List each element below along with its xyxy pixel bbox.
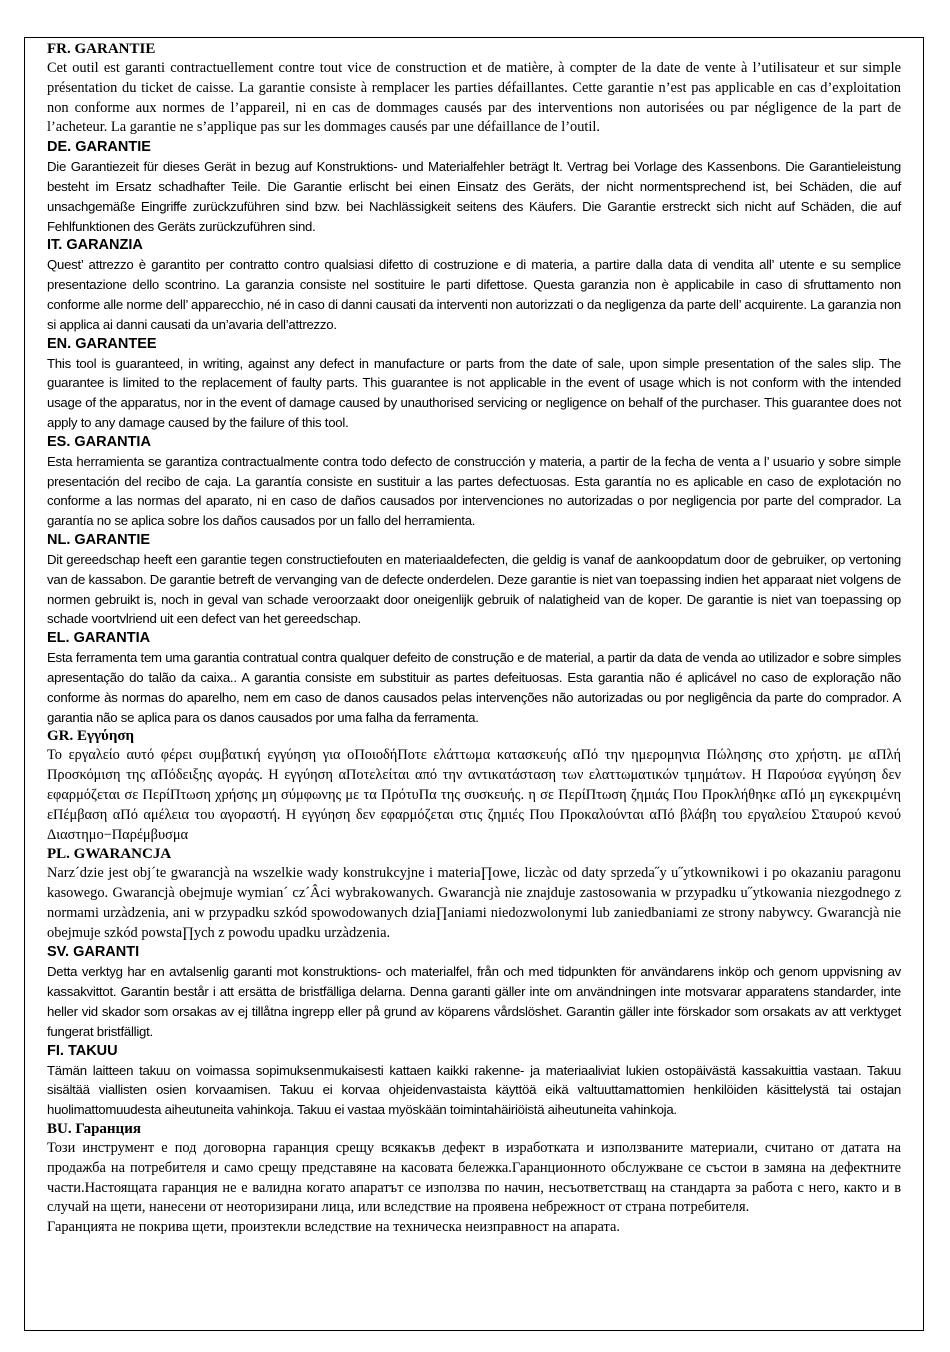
warranty-section bbox=[47, 236, 901, 334]
section-paragraph: Гаранцията не покрива щети, произтекли вследствие на техническа неизправност на апарата. bbox=[47, 1219, 621, 1236]
section-title: EL. GARANTIA bbox=[47, 630, 151, 647]
section-body bbox=[47, 648, 901, 727]
warranty-section bbox=[47, 943, 901, 1041]
warranty-section bbox=[47, 335, 901, 433]
section-body bbox=[47, 1139, 901, 1238]
warranty-section bbox=[47, 138, 901, 236]
section-paragraph: This tool is guaranteed, in writing, against any defect in manufacture or parts from the date of sale, upon simple presentation of the sales slip. The guarantee is limited to the replacement of faulty parts. This guarantee is not applicable in the event of usage which is not conform with the intended usage of the apparatus, nor in the event of damage caused by unauthorised servicing or negligence on behalf of the purchaser. This guarantee does not apply to any damage caused by the failure of this tool. bbox=[47, 355, 901, 430]
section-title: PL. GWARANCJA bbox=[47, 846, 172, 863]
section-body bbox=[47, 59, 901, 138]
warranty-section bbox=[47, 531, 901, 629]
warranty-section bbox=[47, 40, 901, 138]
section-title: NL. GARANTIE bbox=[47, 531, 151, 548]
section-paragraph: Detta verktyg har en avtalsenlig garanti mot konstruktions- och materialfel, från och med tidpunkten för användarens inköp och genom uppvisning av kassakvittot. Garantin består i att ersätta de bristfälliga delarna. Denna garanti gäller inte om användningen inte motsvarar apparatens standarder, inte heller vid skador som orsakas av ej tillåtna ingrepp eller på grund av köparens vårdslöshet. Garantin gäller inte förskador som orsakats av att verktyget fungerat bristfälligt. bbox=[47, 964, 901, 1039]
section-title: DE. GARANTIE bbox=[47, 139, 151, 156]
section-paragraph: Cet outil est garanti contractuellement contre tout vice de construction et de matière, à compter de la date de vente à l’utilisateur et sur simple présentation du ticket de caisse. La garantie consiste à remplacer les parties défaillantes. Cette garantie n’est pas applicable en cas d’exploitation non conforme aux normes de l’appareil, ni en cas de dommages causés par des interventions non autorisées ou par négligence de la part de l’acheteur. La garantie ne s’applique pas sur les dommages causés par une défaillance de l’outil. bbox=[47, 60, 901, 136]
section-title: EN. GARANTEE bbox=[47, 335, 157, 352]
warranty-section bbox=[47, 727, 901, 845]
section-paragraph: Tämän laitteen takuu on voimassa sopimuksenmukaisesti kattaen kaikki rakenne- ja materiaaliviat lukien ostopäivästä kassakuittia vastaan. Takuu sisältää viallisten osien korvaamisen. Takuu ei korvaa ohjeidenvastaista käyttöä eikä valtuuttamattomien henkilöiden käsittelystä tai ostajan huolimattomuudesta aiheutuneita vahinkoja. Takuu ei vastaa myöskään toimintahäiriöistä aiheutuneita vahinkoja. bbox=[47, 1062, 901, 1118]
section-paragraph: Quest’ attrezzo è garantito per contratto contro qualsiasi difetto di costruzione e di materia, a partire dalla data di vendita all’ utente e su semplice presentazione dello scontrino. La garanzia consiste nel sostituire le parti difettose. Questa garanzia non è applicabile in caso di sfruttamento non conforme alle norme dell’ apparecchio, né in caso di danni causati da interventi non autorizzati o da negligenza da parte dell’ acquirente. La garanzia non si applica ai danni causati da un’avaria dell’attrezzo. bbox=[47, 257, 901, 332]
section-body bbox=[47, 354, 901, 433]
section-body bbox=[47, 452, 901, 531]
warranty-section bbox=[47, 433, 901, 531]
section-body bbox=[47, 157, 901, 236]
section-body bbox=[47, 1061, 901, 1120]
section-body bbox=[47, 255, 901, 334]
section-title: BU. Гаранция bbox=[47, 1121, 141, 1138]
section-body bbox=[47, 746, 901, 845]
section-paragraph: Esta ferramenta tem uma garantia contratual contra qualquer defeito de construção e de material, a partir da data de venda ao utilizador e sobre simples apresentação do talão da caixa.. A garantia consiste em substituir as partes defeituosas. Esta garantia não é aplicável no caso de exploração não conforme às normas do aparelho, nem em caso de danos causados pelas intervenções não autorizadas ou por negligência da parte do comprador. A garantia não se aplica para os danos causados por uma falha da ferramenta. bbox=[47, 650, 901, 725]
section-paragraph: Esta herramienta se garantiza contractualmente contra todo defecto de construcción y materia, a partir de la fecha de venta a l’ usuario y sobre simple presentación del recibo de caja. La garantía consiste en sustituir a las partes defectuosas. Esta garantía no es aplicable en caso de explotación no conforme a las normas del aparato, ni en caso de daños causados por intervenciones no autorizadas o por negligencia por parte del comprador. La garantía no se aplica sobre los daños causados por un fallo del herramienta. bbox=[47, 453, 901, 529]
warranty-section bbox=[47, 629, 901, 727]
section-title: GR. Εγγύηση bbox=[47, 728, 135, 745]
section-title: SV. GARANTI bbox=[47, 944, 140, 961]
section-title: ES. GARANTIA bbox=[47, 433, 151, 450]
warranty-section bbox=[47, 1042, 901, 1120]
section-paragraph: Този инструмент е под договорна гаранция срещу всякакъв дефект в изработката и използваните материали, считано от датата на продажба на потребителя и само срещу представяне на касовата бележка.Гаранционното обслужване се състои в замяна на дефектните части.Настоящата гаранция не е валидна когато апаратът се използва по начин, несъответстващ на стандарта за работа с него, както и в случай на щети, нанесени от неоторизирани лица, или вследствие на проявена небрежност от страна потребителя. bbox=[47, 1140, 901, 1216]
warranty-section bbox=[47, 1120, 901, 1238]
section-title: FR. GARANTIE bbox=[47, 41, 156, 57]
section-body bbox=[47, 550, 901, 629]
warranty-section bbox=[47, 845, 901, 943]
section-title: FI. TAKUU bbox=[47, 1042, 118, 1059]
section-paragraph: Το εργαλείο αυτό φέρει συμβατική εγγύηση για οΠοιοδήΠοτε ελάττωμα κατασκευής αΠό την ημερομηνια Πώλησης στο χρήστη. με αΠλή Προσκόμιση της αΠόδειξης αγοράς. Η εγγύηση αΠοτελείται από την αντικατάσταση των ελαττωματικών τμημάτων. Η Παρούσα εγγύηση δεν εφαρμόζεται σε ΠερίΠτωση χρήσης μη σύμφωνης με τα ΠρότυΠα της συσκευής. η σε ΠερίΠτωση ζημιάς Που Προκλήθηκε αΠό μη εγκεκριμένη εΠέμβαση αΠό αμέλεια του αγοραστή. Η εγγύηση δεν εφαρμόζεται στις ζημιές Που Προκαλούνται αΠό βλάβη του εργαλείου Σταυρού κενού Διαστημο−Παρέμβυσμα bbox=[47, 747, 901, 843]
section-title: IT. GARANZIA bbox=[47, 237, 143, 254]
warranty-document-frame bbox=[24, 37, 924, 1331]
section-body bbox=[47, 962, 901, 1041]
section-body bbox=[47, 864, 901, 943]
section-paragraph: Die Garantiezeit für dieses Gerät in bezug auf Konstruktions- und Materialfehler beträgt lt. Vertrag bei Vorlage des Kassenbons. Die Garantieleistung besteht im Ersatz schadhafter Teile. Die Garantie erlischt bei einen Einsatz des Geräts, der nicht normentsprechend ist, bei Schäden, die auf unsachgemäße Eingriffe zurückzuführen sind bzw. bei Nachlässigkeit seitens des Käufers. Die Garantie erstreckt sich nicht auf Schäden, die auf Fehlfunktionen des Geräts zurückzuführen sind. bbox=[47, 159, 901, 234]
section-paragraph: Narz´dzie jest obj´te gwarancjà na wszelkie wady konstrukcyjne i materia∏owe, liczàc od daty sprzeda˝y u˝ytkownikowi i po okazaniu paragonu kasowego. Gwarancjà obejmuje wymian´ cz´Âci wybrakowanych. Gwarancjà nie znajduje zastosowania w przypadku u˝ytkowania niezgodnego z normami urzàdzenia, ani w przypadku szkód spowodowanych dzia∏aniami niedozwolonymi lub zaniedbaniami ze strony nabywcy. Gwarancjà nie obejmuje szkód powsta∏ych z powodu upadku urzàdzenia. bbox=[47, 865, 901, 941]
section-paragraph: Dit gereedschap heeft een garantie tegen constructiefouten en materiaaldefecten, die geldig is vanaf de aankoopdatum door de gebruiker, op vertoning van de kassabon. De garantie betreft de vervanging van de defecte onderdelen. Deze garantie is niet van toepassing indien het apparaat niet volgens de normen gebruikt is, noch in geval van schade veroorzaakt door oneigenlijk gebruik of nalatigheid van de koper. De garantie is niet van toepassing op schade voortvlriend uit een defect van het gereedschap. bbox=[47, 551, 902, 627]
